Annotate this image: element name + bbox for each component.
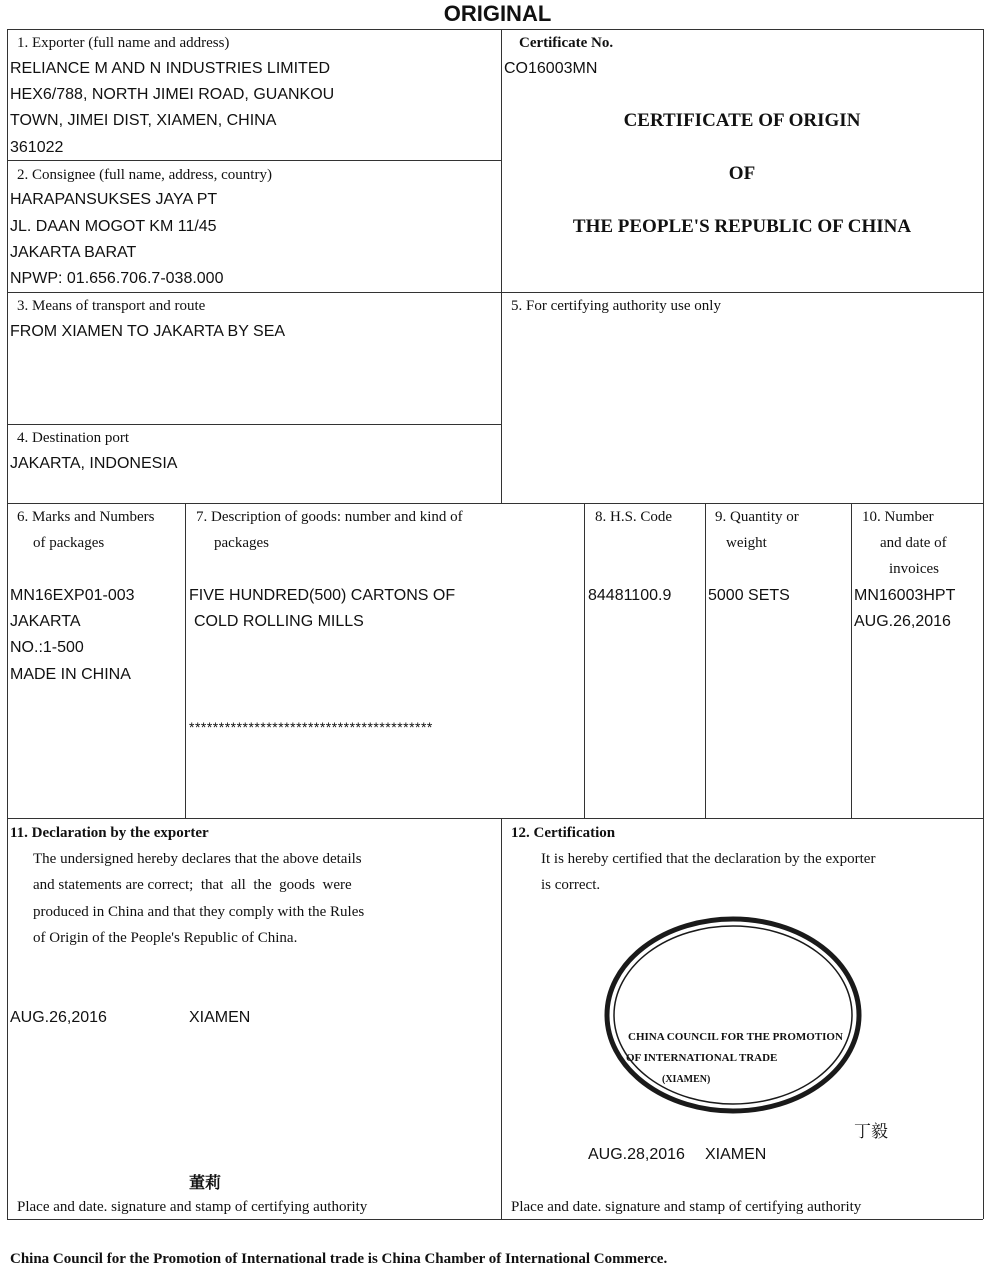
divider-col8-col9 bbox=[705, 503, 706, 818]
bottom-note: China Council for the Promotion of International trade is China Chamber of International Commerce. bbox=[10, 1251, 668, 1267]
consignee-line-1: HARAPANSUKSES JAYA PT bbox=[10, 191, 218, 208]
col7-header-line1: 7. Description of goods: number and kind of bbox=[196, 509, 463, 525]
consignee-label: 2. Consignee (full name, address, country) bbox=[17, 167, 272, 183]
description-line-1: FIVE HUNDRED(500) CARTONS OF bbox=[189, 587, 456, 604]
document-title: ORIGINAL bbox=[443, 1, 552, 26]
divider-col7-col8 bbox=[584, 503, 585, 818]
col6-header-line2: of packages bbox=[33, 535, 105, 551]
divider-box2-box3 bbox=[7, 292, 983, 293]
stamp-ring-icon bbox=[604, 916, 862, 1114]
certificate-heading-of: OF bbox=[728, 163, 756, 184]
transport-value: FROM XIAMEN TO JAKARTA BY SEA bbox=[10, 323, 286, 340]
certifying-authority-label: 5. For certifying authority use only bbox=[511, 298, 721, 314]
divider-middle-top bbox=[501, 29, 502, 503]
divider-goods-bottom bbox=[7, 818, 983, 819]
col9-header-line2: weight bbox=[726, 535, 767, 551]
divider-col6-col7 bbox=[185, 503, 186, 818]
border-right bbox=[983, 29, 984, 1219]
certification-footer: Place and date. signature and stamp of certifying authority bbox=[511, 1199, 862, 1215]
declaration-text-3: produced in China and that they comply with the Rules bbox=[33, 904, 365, 920]
declaration-footer: Place and date. signature and stamp of certifying authority bbox=[17, 1199, 368, 1215]
certificate-heading-country: THE PEOPLE'S REPUBLIC OF CHINA bbox=[572, 216, 912, 237]
divider-middle-bottom bbox=[501, 818, 502, 1219]
exporter-signature: 董莉 bbox=[189, 1175, 222, 1192]
border-bottom bbox=[7, 1219, 983, 1220]
exporter-label: 1. Exporter (full name and address) bbox=[17, 35, 230, 51]
exporter-line-3: TOWN, JIMEI DIST, XIAMEN, CHINA bbox=[10, 112, 277, 129]
official-stamp bbox=[604, 916, 862, 1114]
consignee-line-2: JL. DAAN MOGOT KM 11/45 bbox=[10, 218, 217, 235]
declaration-text-4: of Origin of the People's Republic of China. bbox=[33, 930, 298, 946]
certification-label: 12. Certification bbox=[511, 825, 616, 841]
certifier-signature: 丁毅 bbox=[854, 1122, 888, 1141]
quantity-value: 5000 SETS bbox=[708, 587, 790, 604]
col10-header-line2: and date of bbox=[880, 535, 947, 551]
stamp-text-line1: CHINA COUNCIL FOR THE PROMOTION bbox=[628, 1031, 843, 1043]
col10-header-line3: invoices bbox=[889, 561, 939, 577]
invoice-date: AUG.26,2016 bbox=[854, 613, 951, 630]
marks-line-1: MN16EXP01-003 bbox=[10, 587, 135, 604]
description-stars: ***************************************** bbox=[189, 719, 433, 735]
certification-text-2: is correct. bbox=[541, 877, 601, 893]
stamp-text-line2: OF INTERNATIONAL TRADE bbox=[626, 1052, 778, 1064]
destination-label: 4. Destination port bbox=[17, 430, 130, 446]
certificate-number-label: Certificate No. bbox=[519, 35, 614, 51]
col6-header-line1: 6. Marks and Numbers bbox=[17, 509, 155, 525]
destination-value: JAKARTA, INDONESIA bbox=[10, 455, 178, 472]
certificate-heading: CERTIFICATE OF ORIGIN bbox=[623, 110, 861, 131]
stamp-text-line3: (XIAMEN) bbox=[662, 1074, 711, 1085]
declaration-date: AUG.26,2016 bbox=[10, 1009, 107, 1026]
consignee-line-3: JAKARTA BARAT bbox=[10, 244, 137, 261]
declaration-label: 11. Declaration by the exporter bbox=[10, 825, 209, 841]
divider-box3-box4 bbox=[7, 424, 501, 425]
col10-header-line1: 10. Number bbox=[862, 509, 934, 525]
col8-header: 8. H.S. Code bbox=[595, 509, 673, 525]
border-top bbox=[7, 29, 983, 30]
transport-label: 3. Means of transport and route bbox=[17, 298, 206, 314]
col9-header-line1: 9. Quantity or bbox=[715, 509, 799, 525]
divider-col9-col10 bbox=[851, 503, 852, 818]
certification-text-1: It is hereby certified that the declaration by the exporter bbox=[541, 851, 876, 867]
hs-code-value: 84481100.9 bbox=[588, 587, 672, 604]
certification-place: XIAMEN bbox=[705, 1146, 767, 1163]
exporter-line-4: 361022 bbox=[10, 139, 64, 156]
declaration-place: XIAMEN bbox=[189, 1009, 251, 1026]
description-line-2: COLD ROLLING MILLS bbox=[194, 613, 364, 630]
exporter-line-1: RELIANCE M AND N INDUSTRIES LIMITED bbox=[10, 60, 331, 77]
declaration-text-1: The undersigned hereby declares that the above details bbox=[33, 851, 362, 867]
certification-date: AUG.28,2016 bbox=[588, 1146, 685, 1163]
marks-line-4: MADE IN CHINA bbox=[10, 666, 131, 683]
divider-box1-box2 bbox=[7, 160, 501, 161]
exporter-line-2: HEX6/788, NORTH JIMEI ROAD, GUANKOU bbox=[10, 86, 335, 103]
consignee-line-4: NPWP: 01.656.706.7-038.000 bbox=[10, 270, 224, 287]
certificate-number-value: CO16003MN bbox=[504, 60, 598, 77]
col7-header-line2: packages bbox=[214, 535, 269, 551]
invoice-number: MN16003HPT bbox=[854, 587, 956, 604]
declaration-text-2: and statements are correct; that all the goods were bbox=[33, 877, 352, 893]
marks-line-2: JAKARTA bbox=[10, 613, 81, 630]
divider-goods-top bbox=[7, 503, 983, 504]
marks-line-3: NO.:1-500 bbox=[10, 639, 84, 656]
border-left bbox=[7, 29, 8, 1219]
